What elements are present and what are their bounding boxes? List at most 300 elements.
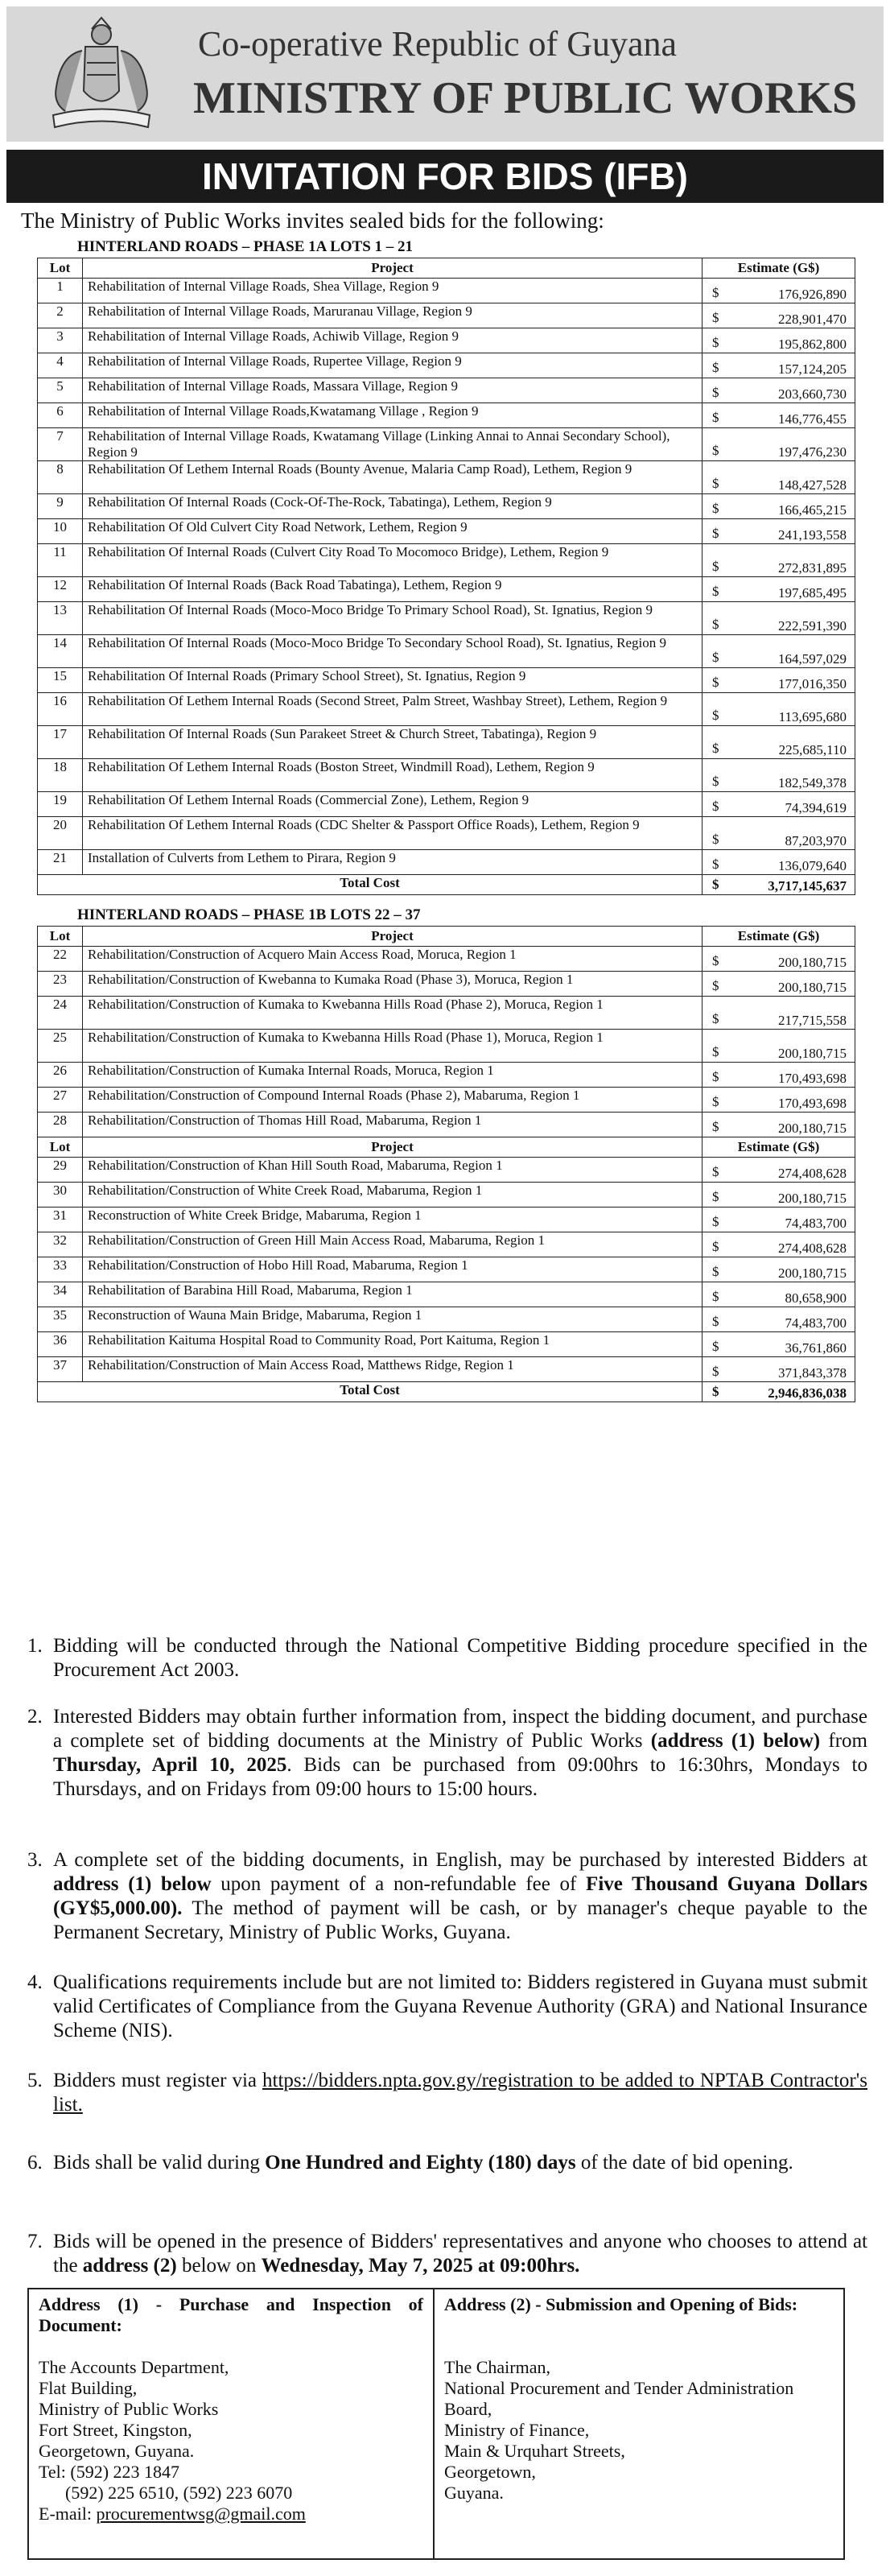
address-line: Ministry of Public Works	[39, 2399, 219, 2419]
currency-sign: $	[712, 741, 719, 756]
email-link[interactable]: procurementwsg@gmail.com	[96, 2504, 306, 2524]
total-row	[38, 875, 855, 895]
note-number: 7.	[27, 2231, 43, 2252]
estimate-cell	[703, 1158, 855, 1183]
estimate-value: 197,685,495	[778, 585, 847, 601]
currency-sign: $	[712, 410, 719, 425]
estimate-cell	[703, 635, 855, 668]
note-number: 1.	[27, 1635, 43, 1657]
estimate-value: 74,394,619	[785, 800, 847, 815]
project-description: Rehabilitation Of Internal Roads (Moco-Moco Bridge To Primary School Road), St. Ignatius, Region 9	[83, 602, 703, 635]
estimate-cell	[703, 1332, 855, 1357]
lot-number: 18	[38, 759, 83, 792]
address-line: Main & Urquhart Streets,	[444, 2441, 625, 2461]
address-2	[435, 2289, 843, 2558]
estimate-cell	[703, 817, 855, 850]
table-row	[38, 378, 855, 403]
note-number: 6.	[27, 2152, 43, 2174]
table-row	[38, 428, 855, 461]
currency-sign: $	[712, 1289, 719, 1304]
project-description: Rehabilitation/Construction of Green Hill Main Access Road, Mabaruma, Region 1	[83, 1232, 703, 1257]
project-description: Rehabilitation/Construction of Acquero Main Access Road, Moruca, Region 1	[83, 947, 703, 972]
lot-number: 17	[38, 726, 83, 759]
registration-link[interactable]: https://bidders.npta.gov.gy/registration to be added to NPTAB Contractor's list.	[53, 2070, 867, 2116]
table-row	[38, 461, 855, 494]
address-line: Tel: (592) 223 1847	[39, 2462, 180, 2482]
phase1a-title: HINTERLAND ROADS – PHASE 1A LOTS 1 – 21	[77, 238, 414, 255]
estimate-cell	[703, 850, 855, 875]
currency-sign: $	[712, 1364, 719, 1379]
note-bold: Five Thousand Guyana Dollars (GY$5,000.00).	[53, 1873, 867, 1919]
currency-sign: $	[712, 285, 719, 300]
note-bold: Thursday, April 10, 2025	[53, 1754, 287, 1776]
project-description: Rehabilitation/Construction of Kumaka to Kwebanna Hills Road (Phase 1), Moruca, Region 1	[83, 1030, 703, 1063]
total-cell	[703, 1382, 855, 1402]
project-description: Rehabilitation/Construction of White Creek Road, Mabaruma, Region 1	[83, 1183, 703, 1208]
estimate-cell	[703, 1282, 855, 1307]
lot-number: 26	[38, 1063, 83, 1088]
currency-sign: $	[712, 617, 719, 632]
table-row	[38, 817, 855, 850]
lot-number: 35	[38, 1307, 83, 1332]
estimate-cell	[703, 378, 855, 403]
total-label: Total Cost	[38, 1382, 703, 1402]
table-row	[38, 303, 855, 328]
note-3	[27, 1848, 867, 1945]
lot-number: 12	[38, 577, 83, 602]
note-text: A complete set of the bidding documents, in English, may be purchased by interested Bidders at	[53, 1849, 867, 1871]
table-row	[38, 353, 855, 378]
address-line: The Accounts Department,	[39, 2357, 229, 2377]
estimate-cell	[703, 1063, 855, 1088]
estimate-cell	[703, 972, 855, 997]
lot-number: 14	[38, 635, 83, 668]
lot-number: 6	[38, 403, 83, 428]
table-row	[38, 759, 855, 792]
table-row	[38, 1282, 855, 1307]
note-bold: address (1) below	[53, 1873, 212, 1895]
lot-number: 37	[38, 1357, 83, 1382]
currency-sign: $	[712, 1011, 719, 1026]
phase1a-table	[37, 258, 855, 895]
estimate-value: 170,493,698	[778, 1071, 847, 1086]
col-project: Project	[83, 1137, 703, 1158]
note-text: Qualifications requirements include but are not limited to: Bidders registered in Guyana must submit valid Certificates of Compliance from the Guyana Revenue Authority (GRA) and National Insurance Scheme (NIS).	[53, 1971, 867, 2041]
note-bold: Wednesday, May 7, 2025 at 09:00hrs.	[261, 2255, 580, 2277]
col-project: Project	[83, 927, 703, 947]
address-line: Fort Street, Kingston,	[39, 2420, 192, 2440]
address-line: Board,	[444, 2399, 492, 2419]
currency-sign: $	[712, 1264, 719, 1279]
address-1-label: Address (1)	[39, 2294, 139, 2314]
note-text: The method of payment will be cash, or by manager's cheque payable to the Permanent Secretary, Ministry of Public Works, Guyana.	[53, 1897, 867, 1943]
address-line: Ministry of Finance,	[444, 2420, 590, 2440]
lot-number: 23	[38, 972, 83, 997]
lot-number: 11	[38, 544, 83, 577]
address-2-label: Address (2)	[444, 2294, 531, 2314]
estimate-value: 203,660,730	[778, 386, 847, 402]
note-text: Interested Bidders may obtain further information from, inspect the bidding document, and purchase a complete set of bidding documents at the Ministry of Public Works	[53, 1706, 867, 1752]
lot-number: 13	[38, 602, 83, 635]
table-row	[38, 577, 855, 602]
total-row	[38, 1382, 855, 1402]
project-description: Rehabilitation of Internal Village Roads, Rupertee Village, Region 9	[83, 353, 703, 378]
lot-number: 25	[38, 1030, 83, 1063]
total-cell	[703, 875, 855, 895]
project-description: Rehabilitation of Internal Village Roads, Kwatamang Village (Linking Annai to Annai Secondary School), Region 9	[83, 428, 703, 461]
ifb-banner: INVITATION FOR BIDS (IFB)	[6, 150, 884, 203]
estimate-value: 36,761,860	[785, 1340, 847, 1356]
estimate-cell	[703, 792, 855, 817]
table-row	[38, 544, 855, 577]
table-row	[38, 726, 855, 759]
lot-number: 9	[38, 494, 83, 519]
estimate-cell	[703, 328, 855, 353]
col-lot: Lot	[38, 927, 83, 947]
estimate-cell	[703, 1088, 855, 1113]
note-text: Bidders must register via	[53, 2070, 263, 2091]
currency-sign: $	[712, 1384, 719, 1399]
lot-number: 32	[38, 1232, 83, 1257]
note-5	[27, 2069, 867, 2117]
estimate-value: 274,408,628	[778, 1166, 847, 1181]
estimate-value: 148,427,528	[778, 477, 847, 493]
lot-number: 28	[38, 1113, 83, 1137]
lot-number: 29	[38, 1158, 83, 1183]
currency-sign: $	[712, 953, 719, 968]
estimate-value: 225,685,110	[778, 742, 847, 758]
estimate-value: 274,408,628	[778, 1241, 847, 1256]
project-description: Installation of Culverts from Lethem to Pirara, Region 9	[83, 850, 703, 875]
project-description: Rehabilitation Of Lethem Internal Roads (CDC Shelter & Passport Office Roads), Lethem, Region 9	[83, 817, 703, 850]
project-description: Rehabilitation Of Lethem Internal Roads (Commercial Zone), Lethem, Region 9	[83, 792, 703, 817]
table-row	[38, 1158, 855, 1183]
table-row	[38, 1063, 855, 1088]
estimate-cell	[703, 1030, 855, 1063]
project-description: Rehabilitation of Internal Village Roads,Kwatamang Village , Region 9	[83, 403, 703, 428]
note-bold: address (2)	[82, 2255, 177, 2277]
currency-sign: $	[712, 1119, 719, 1134]
table-row	[38, 947, 855, 972]
lot-number: 21	[38, 850, 83, 875]
ministry-name: MINISTRY OF PUBLIC WORKS	[193, 73, 858, 123]
lot-number: 7	[38, 428, 83, 461]
project-description: Rehabilitation/Construction of Kumaka to Kwebanna Hills Road (Phase 2), Moruca, Region 1	[83, 997, 703, 1030]
currency-sign: $	[712, 857, 719, 872]
lot-number: 33	[38, 1257, 83, 1282]
estimate-value: 166,465,215	[778, 502, 847, 518]
note-text: below on	[176, 2255, 262, 2277]
table-row	[38, 279, 855, 303]
currency-sign: $	[712, 526, 719, 541]
estimate-value: 177,016,350	[778, 676, 847, 691]
estimate-cell	[703, 1208, 855, 1232]
estimate-cell	[703, 1307, 855, 1332]
project-description: Rehabilitation of Internal Village Roads, Achiwib Village, Region 9	[83, 328, 703, 353]
table-row	[38, 1232, 855, 1257]
table-row	[38, 403, 855, 428]
currency-sign: $	[712, 1094, 719, 1109]
lot-number: 3	[38, 328, 83, 353]
lot-number: 8	[38, 461, 83, 494]
estimate-value: 164,597,029	[778, 651, 847, 667]
estimate-value: 241,193,558	[778, 527, 847, 543]
note-text: upon payment of a non-refundable fee of	[211, 1873, 587, 1895]
note-text: Bidding will be conducted through the National Competitive Bidding procedure specified in the Procurement Act 2003.	[53, 1635, 867, 1681]
project-description: Reconstruction of Wauna Main Bridge, Mabaruma, Region 1	[83, 1307, 703, 1332]
project-description: Rehabilitation Of Internal Roads (Culvert City Road To Mocomoco Bridge), Lethem, Region 9	[83, 544, 703, 577]
project-description: Rehabilitation Of Lethem Internal Roads (Boston Street, Windmill Road), Lethem, Region 9	[83, 759, 703, 792]
address-line: The Chairman,	[444, 2357, 550, 2377]
project-description: Rehabilitation Of Internal Roads (Moco-Moco Bridge To Secondary School Road), St. Ignatius, Region 9	[83, 635, 703, 668]
address-line: Georgetown, Guyana.	[39, 2441, 195, 2461]
lot-number: 30	[38, 1183, 83, 1208]
note-text: . Bids can be purchased from 09:00hrs to 16:30hrs, Mondays to Thursdays, and on Fridays from 09:00 hours to 15:00 hours.	[53, 1754, 867, 1800]
table-header-row	[38, 1137, 855, 1158]
estimate-cell	[703, 997, 855, 1030]
lot-number: 27	[38, 1088, 83, 1113]
address-line: (592) 225 6510, (592) 223 6070	[39, 2483, 293, 2503]
country-name: Co-operative Republic of Guyana	[198, 24, 678, 64]
project-description: Rehabilitation/Construction of Thomas Hill Road, Mabaruma, Region 1	[83, 1113, 703, 1137]
estimate-value: 200,180,715	[778, 1046, 847, 1061]
project-description: Rehabilitation of Barabina Hill Road, Mabaruma, Region 1	[83, 1282, 703, 1307]
project-description: Rehabilitation Of Internal Roads (Primary School Street), St. Ignatius, Region 9	[83, 668, 703, 693]
project-description: Rehabilitation Kaituma Hospital Road to Community Road, Port Kaituma, Region 1	[83, 1332, 703, 1357]
estimate-value: 200,180,715	[778, 1191, 847, 1206]
currency-sign: $	[712, 675, 719, 690]
lot-number: 20	[38, 817, 83, 850]
estimate-value: 222,591,390	[778, 618, 847, 634]
currency-sign: $	[712, 476, 719, 491]
table-row	[38, 1030, 855, 1063]
estimate-cell	[703, 693, 855, 726]
estimate-value: 371,843,378	[778, 1365, 847, 1381]
project-description: Reconstruction of White Creek Bridge, Mabaruma, Region 1	[83, 1208, 703, 1232]
estimate-value: 87,203,970	[785, 833, 847, 848]
address-line: National Procurement and Tender Administration	[444, 2378, 794, 2398]
note-text: of the date of bid opening.	[575, 2152, 793, 2174]
estimate-cell	[703, 947, 855, 972]
currency-sign: $	[712, 501, 719, 516]
note-1	[27, 1634, 867, 1682]
currency-sign: $	[712, 310, 719, 325]
table-row	[38, 1208, 855, 1232]
table-row	[38, 972, 855, 997]
lot-number: 5	[38, 378, 83, 403]
currency-sign: $	[712, 360, 719, 375]
table-row	[38, 519, 855, 544]
currency-sign: $	[712, 650, 719, 665]
table-row	[38, 1088, 855, 1113]
currency-sign: $	[712, 1044, 719, 1059]
note-text: Bids shall be valid during	[53, 2152, 266, 2174]
estimate-value: 197,476,230	[778, 444, 847, 460]
estimate-value: 157,124,205	[778, 361, 847, 377]
currency-sign: $	[712, 443, 719, 458]
col-project: Project	[83, 258, 703, 279]
project-description: Rehabilitation of Internal Village Roads, Maruranau Village, Region 9	[83, 303, 703, 328]
project-description: Rehabilitation Of Internal Roads (Back Road Tabatinga), Lethem, Region 9	[83, 577, 703, 602]
lot-number: 36	[38, 1332, 83, 1357]
estimate-cell	[703, 544, 855, 577]
table-row	[38, 1183, 855, 1208]
col-lot: Lot	[38, 258, 83, 279]
estimate-cell	[703, 1232, 855, 1257]
currency-sign: $	[712, 335, 719, 350]
total-value: 2,946,836,038	[768, 1385, 847, 1401]
table-row	[38, 1113, 855, 1137]
currency-sign: $	[712, 1189, 719, 1204]
project-description: Rehabilitation/Construction of Hobo Hill Road, Mabaruma, Region 1	[83, 1257, 703, 1282]
estimate-value: 200,180,715	[778, 1265, 847, 1281]
estimate-cell	[703, 519, 855, 544]
total-label: Total Cost	[38, 875, 703, 895]
currency-sign: $	[712, 584, 719, 599]
table-row	[38, 693, 855, 726]
currency-sign: $	[712, 799, 719, 814]
table-row	[38, 850, 855, 875]
estimate-cell	[703, 428, 855, 461]
estimate-value: 80,658,900	[785, 1290, 847, 1306]
lot-number: 2	[38, 303, 83, 328]
project-description: Rehabilitation Of Lethem Internal Roads (Second Street, Palm Street, Washbay Street), Lethem, Region 9	[83, 693, 703, 726]
estimate-cell	[703, 461, 855, 494]
project-description: Rehabilitation/Construction of Kwebanna to Kumaka Road (Phase 3), Moruca, Region 1	[83, 972, 703, 997]
estimate-value: 113,695,680	[778, 709, 847, 724]
note-number: 4.	[27, 1971, 43, 1993]
estimate-cell	[703, 602, 855, 635]
table-row	[38, 1257, 855, 1282]
currency-sign: $	[712, 774, 719, 789]
estimate-value: 200,180,715	[778, 980, 847, 995]
lot-number: 15	[38, 668, 83, 693]
currency-sign: $	[712, 708, 719, 723]
estimate-cell	[703, 494, 855, 519]
note-number: 2.	[27, 1706, 43, 1728]
estimate-cell	[703, 668, 855, 693]
total-value: 3,717,145,637	[768, 878, 847, 894]
address-2-purpose: - Submission and Opening of Bids:	[530, 2294, 798, 2314]
note-bold: (address (1) below)	[650, 1730, 821, 1752]
col-lot: Lot	[38, 1137, 83, 1158]
estimate-value: 136,079,640	[778, 858, 847, 873]
table-row	[38, 668, 855, 693]
address-line: Guyana.	[444, 2483, 504, 2503]
address-line: Georgetown,	[444, 2462, 536, 2482]
col-estimate: Estimate (G$)	[703, 1137, 855, 1158]
lot-number: 19	[38, 792, 83, 817]
table-row	[38, 997, 855, 1030]
project-description: Rehabilitation/Construction of Main Access Road, Matthews Ridge, Region 1	[83, 1357, 703, 1382]
project-description: Rehabilitation of Internal Village Roads, Massara Village, Region 9	[83, 378, 703, 403]
note-text: from	[820, 1730, 867, 1752]
note-text: Bids will be opened in the presence of Bidders' representatives and anyone who chooses to attend at the	[53, 2231, 867, 2277]
estimate-cell	[703, 403, 855, 428]
intro-text: The Ministry of Public Works invites sealed bids for the following:	[21, 208, 604, 233]
currency-sign: $	[712, 978, 719, 993]
lot-number: 4	[38, 353, 83, 378]
lot-number: 1	[38, 279, 83, 303]
note-2	[27, 1705, 867, 1802]
currency-sign: $	[712, 832, 719, 847]
currency-sign: $	[712, 1239, 719, 1254]
note-7	[27, 2230, 867, 2278]
currency-sign: $	[712, 1314, 719, 1329]
note-6	[27, 2151, 867, 2175]
estimate-value: 200,180,715	[778, 955, 847, 970]
estimate-cell	[703, 1257, 855, 1282]
project-description: Rehabilitation Of Internal Roads (Cock-Of-The-Rock, Tabatinga), Lethem, Region 9	[83, 494, 703, 519]
ministry-header	[6, 6, 884, 142]
estimate-value: 217,715,558	[778, 1013, 847, 1028]
estimate-value: 170,493,698	[778, 1096, 847, 1111]
estimate-cell	[703, 1183, 855, 1208]
email-label: E-mail:	[39, 2504, 97, 2524]
col-estimate: Estimate (G$)	[703, 927, 855, 947]
project-description: Rehabilitation/Construction of Kumaka Internal Roads, Moruca, Region 1	[83, 1063, 703, 1088]
project-description: Rehabilitation of Internal Village Roads, Shea Village, Region 9	[83, 279, 703, 303]
table-row	[38, 1357, 855, 1382]
project-description: Rehabilitation/Construction of Compound Internal Roads (Phase 2), Mabaruma, Region 1	[83, 1088, 703, 1113]
estimate-value: 176,926,890	[778, 287, 847, 302]
note-bold: One Hundred and Eighty (180) days	[265, 2152, 576, 2174]
currency-sign: $	[712, 1164, 719, 1179]
table-row	[38, 635, 855, 668]
lot-number: 31	[38, 1208, 83, 1232]
project-description: Rehabilitation Of Lethem Internal Roads (Bounty Avenue, Malaria Camp Road), Lethem, Region 9	[83, 461, 703, 494]
note-4	[27, 1971, 867, 2043]
address-1-purpose: - Purchase and Inspection of Document:	[39, 2294, 424, 2335]
estimate-value: 146,776,455	[778, 411, 847, 427]
col-estimate: Estimate (G$)	[703, 258, 855, 279]
estimate-cell	[703, 279, 855, 303]
project-description: Rehabilitation/Construction of Khan Hill South Road, Mabaruma, Region 1	[83, 1158, 703, 1183]
estimate-value: 200,180,715	[778, 1121, 847, 1136]
estimate-cell	[703, 1113, 855, 1137]
note-number: 3.	[27, 1849, 43, 1871]
estimate-value: 182,549,378	[778, 775, 847, 791]
estimate-value: 74,483,700	[785, 1216, 847, 1231]
address-1	[29, 2289, 435, 2558]
table-row	[38, 328, 855, 353]
estimate-value: 272,831,895	[778, 560, 847, 576]
currency-sign: $	[712, 1069, 719, 1084]
currency-sign: $	[712, 385, 719, 400]
phase1b-table	[37, 926, 855, 1402]
estimate-cell	[703, 577, 855, 602]
currency-sign: $	[712, 1214, 719, 1229]
currency-sign: $	[712, 877, 719, 892]
note-number: 5.	[27, 2070, 43, 2091]
estimate-cell	[703, 1357, 855, 1382]
guyana-coat-of-arms-icon	[29, 14, 174, 135]
phase1b-title: HINTERLAND ROADS – PHASE 1B LOTS 22 – 37	[77, 906, 421, 923]
table-row	[38, 1307, 855, 1332]
currency-sign: $	[712, 559, 719, 574]
estimate-value: 228,901,470	[778, 312, 847, 327]
estimate-cell	[703, 353, 855, 378]
project-description: Rehabilitation Of Old Culvert City Road Network, Lethem, Region 9	[83, 519, 703, 544]
table-row	[38, 792, 855, 817]
estimate-value: 195,862,800	[778, 336, 847, 352]
table-row	[38, 1332, 855, 1357]
estimate-cell	[703, 759, 855, 792]
table-row	[38, 602, 855, 635]
address-box	[27, 2288, 845, 2560]
lot-number: 34	[38, 1282, 83, 1307]
project-description: Rehabilitation Of Internal Roads (Sun Parakeet Street & Church Street, Tabatinga), Region 9	[83, 726, 703, 759]
